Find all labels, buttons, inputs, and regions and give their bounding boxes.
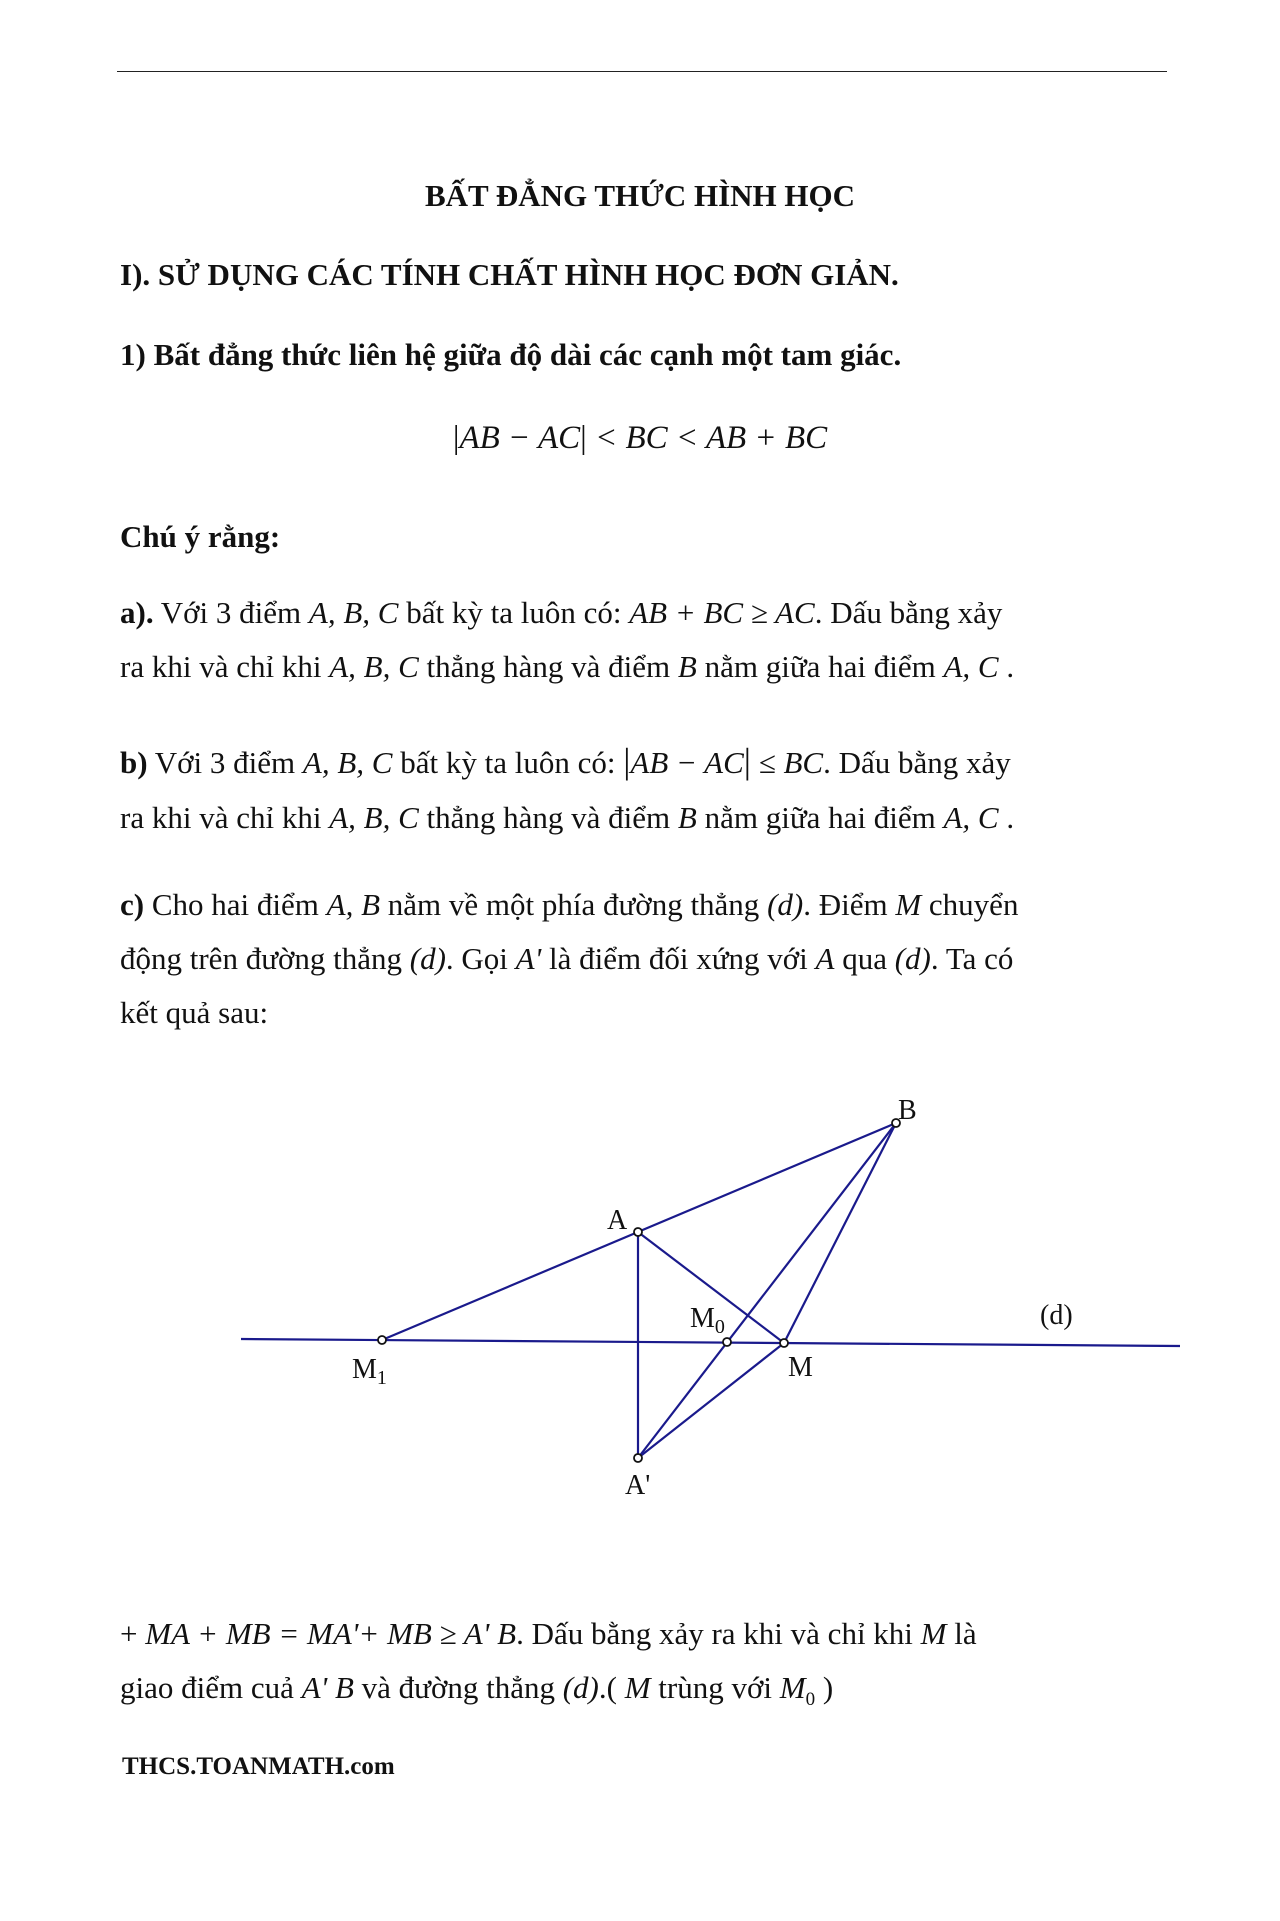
item-a-line2 (120, 649, 1014, 685)
item-b-abs-part: AB − AC (630, 745, 744, 780)
label-m1 (352, 1354, 387, 1389)
item-b-inequality: ≤ BC (750, 745, 824, 780)
item-b-text: . Dấu bằng xảy (823, 745, 1011, 780)
result-point: M (624, 1670, 651, 1705)
item-a-text: . Dấu bằng xảy (814, 595, 1003, 630)
item-c-text: Cho hai điểm (144, 887, 327, 922)
item-b-text: Với 3 điểm (147, 745, 303, 780)
subsection-heading: 1) Bất đẳng thức liên hệ giữa độ dài các cạnh một tam giác. (120, 337, 902, 372)
item-c-points: A, B (326, 887, 381, 922)
item-a-line1 (120, 595, 1002, 631)
item-a-text: bất kỳ ta luôn có: (398, 595, 630, 630)
result-line2 (120, 1670, 833, 1711)
item-a-label: a). (120, 595, 154, 630)
result-text: + (120, 1616, 146, 1651)
point-a (634, 1228, 642, 1236)
item-b-text: bất kỳ ta luôn có: (392, 745, 624, 780)
item-a-points: A, B, C (308, 595, 399, 630)
label-d: (d) (1040, 1300, 1073, 1331)
result-point: M (920, 1616, 947, 1651)
item-c-text: chuyển (921, 887, 1019, 922)
label-m0-base: M (690, 1303, 715, 1334)
point-m0 (723, 1338, 731, 1346)
item-b-points: A, B, C (302, 745, 393, 780)
label-m0-sub: 0 (714, 1316, 725, 1338)
item-b-label: b) (120, 745, 148, 780)
item-a-points: A, B, C (329, 649, 419, 684)
item-c-line2 (120, 941, 1013, 977)
page-title: BẤT ĐẲNG THỨC HÌNH HỌC (424, 178, 856, 213)
item-a-points: A, C (943, 649, 999, 684)
section-heading: I). SỬ DỤNG CÁC TÍNH CHẤT HÌNH HỌC ĐƠN GIẢN. (120, 257, 899, 292)
item-a-text: . (998, 649, 1015, 684)
item-c-line1 (120, 887, 1018, 923)
item-b-text: ra khi và chỉ khi (120, 800, 330, 835)
item-a-text: nằm giữa hai điểm (696, 649, 944, 684)
label-m0 (690, 1303, 725, 1338)
item-c-text: là điểm đối xứng với (541, 941, 816, 976)
result-segment: A' B (301, 1670, 354, 1705)
item-b-point: B (677, 800, 697, 835)
result-text: . Dấu bằng xảy ra khi và chỉ khi (516, 1616, 921, 1651)
label-aprime: A' (625, 1470, 651, 1501)
item-c-line-d: (d) (894, 941, 931, 976)
result-line-d: (d) (562, 1670, 599, 1705)
item-c-text: . Gọi (445, 941, 516, 976)
geometry-figure (0, 1060, 1280, 1530)
item-b-points: A, B, C (329, 800, 419, 835)
segment-b-m (784, 1123, 896, 1343)
item-c-text: nằm về một phía đường thẳng (380, 887, 768, 922)
result-text: giao điểm cuả (120, 1670, 302, 1705)
point-m1 (378, 1336, 386, 1344)
item-c-point: M (895, 887, 922, 922)
point-aprime (634, 1454, 642, 1462)
item-a-point: B (677, 649, 697, 684)
point-m (780, 1339, 788, 1347)
result-text: trùng với (650, 1670, 780, 1705)
result-expression: MA + MB = MA'+ MB ≥ A' B (145, 1616, 517, 1651)
item-c-text: qua (834, 941, 895, 976)
segment-aprime-m (638, 1343, 784, 1458)
result-point-m0-sub: 0 (805, 1689, 816, 1711)
item-c-text: . Ta có (930, 941, 1014, 976)
footer-site: THCS.TOANMATH.com (122, 1753, 395, 1780)
result-text: và đường thẳng (353, 1670, 563, 1705)
formula-abs-part: AB − AC (459, 420, 581, 456)
item-c-point: A' (515, 941, 542, 976)
item-a-text: ra khi và chỉ khi (120, 649, 330, 684)
item-b-line1: b) Với 3 điểm A, B, C bất kỳ ta luôn có: |AB − AC| ≤ BC. Dấu bằng xảy (120, 741, 1011, 781)
result-text: ) (815, 1670, 834, 1705)
label-m1-sub: 1 (376, 1367, 387, 1389)
item-b-text: nằm giữa hai điểm (696, 800, 944, 835)
label-a: A (607, 1205, 628, 1236)
segment-aprime-b (638, 1123, 896, 1458)
item-b-text: thẳng hàng và điểm (418, 800, 678, 835)
item-c-line-d: (d) (767, 887, 804, 922)
item-c-point: A (815, 941, 835, 976)
formula-rest: < BC < AB + BC (586, 420, 828, 456)
main-formula: |AB − AC| < BC < AB + BC (452, 420, 828, 456)
item-c-line-d: (d) (409, 941, 446, 976)
item-b-line2 (120, 800, 1014, 836)
result-point-m0: M (779, 1670, 806, 1705)
item-c-text: . Điểm (803, 887, 896, 922)
header-rule (117, 71, 1167, 72)
note-heading: Chú ý rằng: (120, 519, 281, 554)
item-c-label: c) (120, 887, 145, 922)
result-line1 (120, 1616, 977, 1652)
item-b-points: A, C (943, 800, 999, 835)
item-a-inequality: AB + BC ≥ AC (629, 595, 815, 630)
item-a-text: Với 3 điểm (153, 595, 309, 630)
item-c-text: động trên đường thẳng (120, 941, 410, 976)
item-b-text: . (998, 800, 1015, 835)
item-c-line3: kết quả sau: (120, 995, 269, 1030)
label-b: B (898, 1095, 917, 1126)
label-m1-base: M (352, 1354, 377, 1385)
label-m: M (788, 1352, 813, 1383)
result-text: .( (598, 1670, 625, 1705)
result-text: là (946, 1616, 977, 1651)
item-a-text: thẳng hàng và điểm (418, 649, 678, 684)
